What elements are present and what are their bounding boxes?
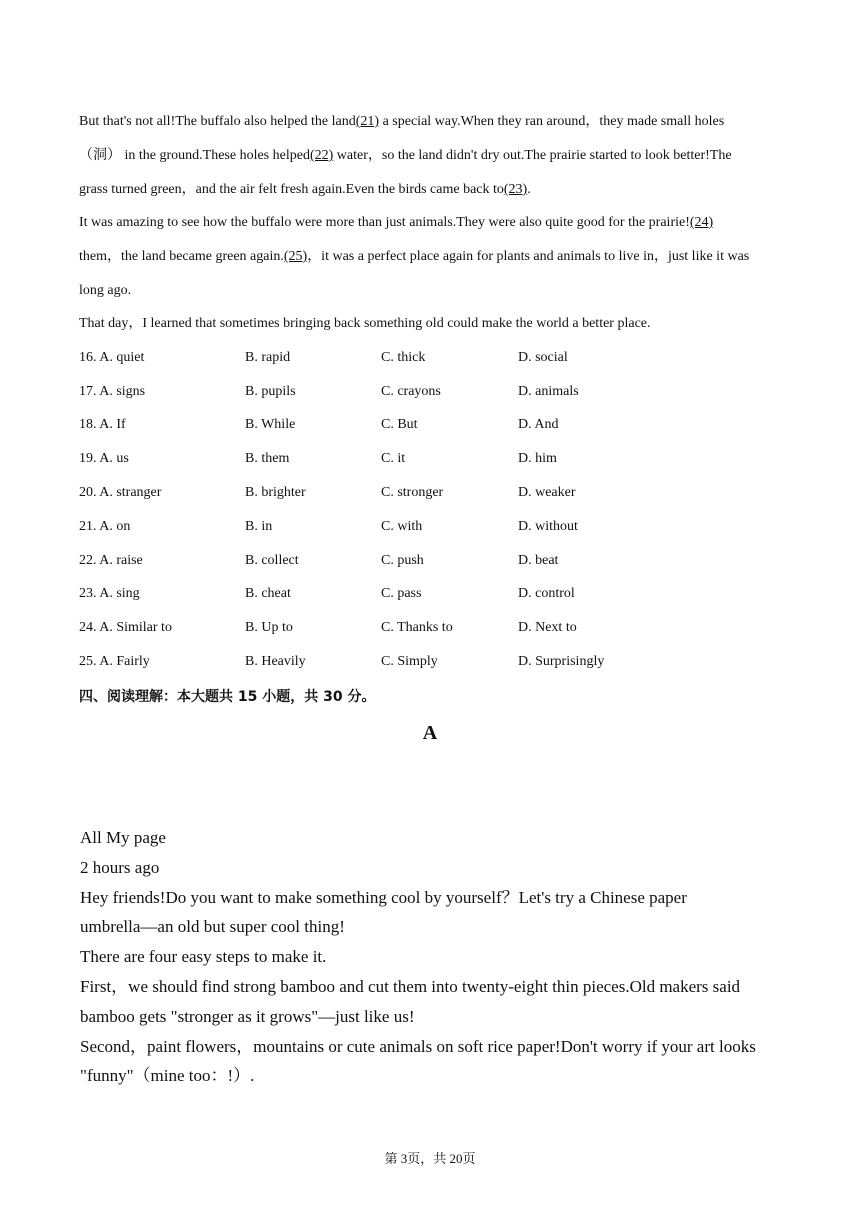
option-b: B. them [245,451,290,466]
option-a: 20. A. stranger [79,485,162,500]
text-span: grass turned green，and the air felt fresh again.Even the birds came back to [79,182,504,197]
option-d: D. weaker [518,485,576,500]
blank-25: (25) [283,249,308,264]
option-b: B. collect [245,553,299,568]
text-span: water，so the land didn't dry out.The prairie started to look better!The [333,148,732,163]
blog-line: There are four easy steps to make it. [80,947,327,967]
blog-post [80,823,780,1091]
option-a: 24. A. Similar to [79,620,172,635]
option-c: C. stronger [381,485,444,500]
option-a: 25. A. Fairly [79,654,150,669]
option-c: C. But [381,417,418,432]
option-b: B. brighter [245,485,306,500]
option-c: C. thick [381,350,426,365]
blog-timestamp: 2 hours ago [80,857,160,877]
option-b: B. While [245,417,296,432]
option-c: C. crayons [381,384,441,399]
option-a: 17. A. signs [79,384,146,399]
blog-line: umbrella—an old but super cool thing! [80,917,345,937]
option-b: B. cheat [245,586,291,601]
blank-23: (23) [503,182,528,197]
option-d: D. Surprisingly [518,654,605,669]
page-footer: 第 3页，共 20页 [384,1151,476,1166]
blog-author: All My page [80,828,166,847]
option-a: 22. A. raise [79,553,143,568]
passage-heading: A [422,722,438,744]
option-a: 21. A. on [79,519,131,534]
option-b: B. Up to [245,620,293,635]
option-d: D. social [518,350,568,365]
text-span: them，the land became green again. [79,249,284,264]
text-span: It was amazing to see how the buffalo were more than just animals.They were also quite good for the prairie! [79,215,690,230]
option-c: C. with [381,519,423,534]
option-d: D. animals [518,384,579,399]
cloze-paragraph-1 [79,105,791,207]
option-c: C. Thanks to [381,620,453,635]
blog-line: First，we should find strong bamboo and cut them into twenty-eight thin pieces.Old makers said [80,976,741,996]
text-line [79,105,791,139]
blank-24: (24) [689,215,714,230]
text-line [79,206,791,240]
text-line: long ago. [79,283,132,298]
option-d: D. And [518,417,559,432]
option-d: D. control [518,586,575,601]
option-a: 23. A. sing [79,586,140,601]
option-c: C. pass [381,586,422,601]
text-line [79,139,791,173]
option-c: C. it [381,451,406,466]
cloze-paragraph-2 [79,206,791,308]
option-a: 16. A. quiet [79,350,145,365]
option-d: D. without [518,519,578,534]
option-d: D. him [518,451,557,466]
blank-22: (22) [309,148,334,163]
option-d: D. beat [518,553,559,568]
option-a: 18. A. If [79,417,126,432]
option-b: B. in [245,519,273,534]
option-b: B. pupils [245,384,296,399]
blog-line: Second，paint flowers，mountains or cute animals on soft rice paper!Don't worry if your art looks [80,1036,756,1056]
option-c: C. push [381,553,424,568]
option-c: C. Simply [381,654,438,669]
text-line [79,240,791,274]
text-line [79,173,791,207]
blog-line: bamboo gets "stronger as it grows"—just like us! [80,1006,415,1026]
option-b: B. Heavily [245,654,306,669]
text-span: （洞） in the ground.These holes helped [79,148,310,163]
cloze-paragraph-3 [79,307,791,341]
text-span: ，it was a perfect place again for plants and animals to live in，just like it was [307,249,750,264]
text-span: . [527,182,531,197]
text-line: That day，I learned that sometimes bringing back something old could make the world a better place. [79,316,651,331]
blank-21: (21) [355,114,380,129]
text-span: But that's not all!The buffalo also helped the land [79,114,356,129]
option-d: D. Next to [518,620,577,635]
blog-line: Hey friends!Do you want to make something cool by yourself？Let's try a Chinese paper [80,887,687,907]
option-b: B. rapid [245,350,291,365]
option-a: 19. A. us [79,451,129,466]
blog-line: "funny"（mine too：!）. [80,1066,255,1086]
section-title: 四、阅读理解：本大题共 15 小题，共 30 分。 [79,689,376,705]
text-span: a special way.When they ran around，they made small holes [379,114,725,129]
